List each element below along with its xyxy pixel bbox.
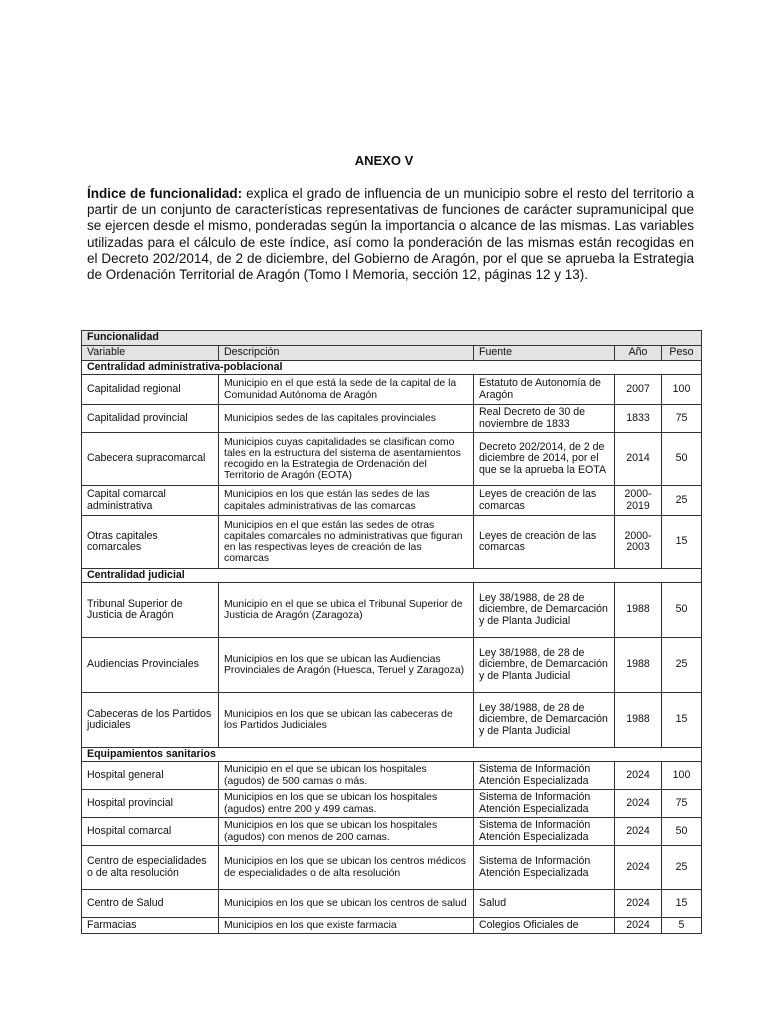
cell-descripcion: Municipios en los que se ubican los hospitales (agudos) entre 200 y 499 camas. (219, 790, 474, 818)
cell-variable: Tribunal Superior de Justicia de Aragón (82, 583, 219, 638)
cell-anio: 2024 (615, 890, 662, 918)
cell-descripcion: Municipios cuyas capitalidades se clasifican como tales en la estructura del sistema de asentamientos recogido en la Estrategia de Ordenación del Territorio de Aragón (EOTA) (219, 433, 474, 486)
cell-anio: 2024 (615, 762, 662, 790)
table-row (82, 583, 702, 638)
header-fuente: Fuente (474, 346, 615, 361)
cell-anio: 2024 (615, 790, 662, 818)
cell-fuente: Leyes de creación de las comarcas (474, 486, 615, 516)
table-row (82, 405, 702, 433)
table-row (82, 890, 702, 918)
table-row (82, 486, 702, 516)
cell-fuente: Leyes de creación de las comarcas (474, 516, 615, 569)
table-row (82, 846, 702, 890)
header-peso: Peso (662, 346, 702, 361)
header-anio: Año (615, 346, 662, 361)
cell-variable: Hospital general (82, 762, 219, 790)
cell-fuente: Ley 38/1988, de 28 de diciembre, de Demarcación y de Planta Judicial (474, 583, 615, 638)
cell-peso: 75 (662, 405, 702, 433)
cell-anio: 1988 (615, 583, 662, 638)
cell-descripcion: Municipios en los que existe farmacia (219, 918, 474, 934)
cell-peso: 15 (662, 890, 702, 918)
section-row (82, 361, 702, 375)
cell-anio: 2024 (615, 918, 662, 934)
cell-fuente: Decreto 202/2014, de 2 de diciembre de 2014, por el que se la aprueba la EOTA (474, 433, 615, 486)
cell-variable: Capitalidad regional (82, 375, 219, 405)
cell-anio: 2000-2003 (615, 516, 662, 569)
section-title: Equipamientos sanitarios (82, 748, 702, 762)
cell-anio: 2024 (615, 818, 662, 846)
cell-peso: 15 (662, 516, 702, 569)
cell-peso: 5 (662, 918, 702, 934)
section-row (82, 569, 702, 583)
cell-peso: 50 (662, 433, 702, 486)
intro-paragraph (87, 186, 694, 283)
table-title: Funcionalidad (82, 331, 702, 346)
table-row (82, 638, 702, 693)
intro-text: explica el grado de influencia de un municipio sobre el resto del territorio a partir de un conjunto de características representativas de funciones de carácter supramunicipal que se ejercen desde el mismo, ponderadas según la importancia o alcance de las mismas. Las variables utilizadas para el cálculo de este índice, así como la ponderación de las mismas están recogidas en el Decreto 202/2014, de 2 de diciembre, del Gobierno de Aragón, por el que se aprueba la Estrategia de Ordenación Territorial de Aragón (Tomo I Memoria, sección 12, páginas 12 y 13). (87, 186, 694, 283)
table-row (82, 790, 702, 818)
cell-descripcion: Municipios en los que se ubican las Audiencias Provinciales de Aragón (Huesca, Teruel y Zaragoza) (219, 638, 474, 693)
cell-descripcion: Municipios sedes de las capitales provinciales (219, 405, 474, 433)
table-row (82, 693, 702, 748)
cell-descripcion: Municipio en el que está la sede de la capital de la Comunidad Autónoma de Aragón (219, 375, 474, 405)
cell-anio: 1988 (615, 693, 662, 748)
table-row (82, 762, 702, 790)
cell-fuente: Sistema de Información Atención Especializada (474, 790, 615, 818)
cell-descripcion: Municipio en el que se ubica el Tribunal Superior de Justicia de Aragón (Zaragoza) (219, 583, 474, 638)
table-title-row (82, 331, 702, 346)
cell-variable: Hospital comarcal (82, 818, 219, 846)
cell-descripcion: Municipios en los que se ubican las cabeceras de los Partidos Judiciales (219, 693, 474, 748)
cell-anio: 1988 (615, 638, 662, 693)
cell-anio: 2007 (615, 375, 662, 405)
cell-variable: Audiencias Provinciales (82, 638, 219, 693)
cell-anio: 1833 (615, 405, 662, 433)
table-row (82, 918, 702, 934)
cell-peso: 25 (662, 638, 702, 693)
cell-variable: Centro de Salud (82, 890, 219, 918)
cell-variable: Farmacias (82, 918, 219, 934)
cell-peso: 75 (662, 790, 702, 818)
cell-descripcion: Municipios en los que están las sedes de las capitales administrativas de las comarcas (219, 486, 474, 516)
table-row (82, 516, 702, 569)
header-variable: Variable (82, 346, 219, 361)
cell-peso: 25 (662, 846, 702, 890)
intro-term: Índice de funcionalidad: (87, 186, 243, 201)
cell-anio: 2000-2019 (615, 486, 662, 516)
section-title: Centralidad administrativa-poblacional (82, 361, 702, 375)
cell-peso: 100 (662, 762, 702, 790)
cell-anio: 2014 (615, 433, 662, 486)
annex-heading: ANEXO V (354, 153, 414, 168)
cell-fuente: Salud (474, 890, 615, 918)
table-header-row (82, 346, 702, 361)
cell-peso: 50 (662, 818, 702, 846)
cell-fuente: Sistema de Información Atención Especializada (474, 762, 615, 790)
cell-variable: Otras capitales comarcales (82, 516, 219, 569)
cell-variable: Capital comarcal administrativa (82, 486, 219, 516)
cell-fuente: Colegios Oficiales de (474, 918, 615, 934)
cell-variable: Centro de especialidades o de alta resolución (82, 846, 219, 890)
cell-descripcion: Municipios en los que se ubican los hospitales (agudos) con menos de 200 camas. (219, 818, 474, 846)
table-row (82, 375, 702, 405)
cell-peso: 15 (662, 693, 702, 748)
cell-variable: Cabeceras de los Partidos judiciales (82, 693, 219, 748)
section-title: Centralidad judicial (82, 569, 702, 583)
cell-descripcion: Municipios en los que se ubican los centros médicos de especialidades o de alta resolución (219, 846, 474, 890)
table-row (82, 818, 702, 846)
cell-anio: 2024 (615, 846, 662, 890)
cell-descripcion: Municipios en el que están las sedes de otras capitales comarcales no administrativas que figuran en las respectivas leyes de creación de las comarcas (219, 516, 474, 569)
section-row (82, 748, 702, 762)
cell-peso: 50 (662, 583, 702, 638)
cell-peso: 25 (662, 486, 702, 516)
cell-variable: Capitalidad provincial (82, 405, 219, 433)
functionality-table (81, 330, 702, 934)
cell-descripcion: Municipio en el que se ubican los hospitales (agudos) de 500 camas o más. (219, 762, 474, 790)
cell-fuente: Sistema de Información Atención Especializada (474, 818, 615, 846)
cell-fuente: Sistema de Información Atención Especializada (474, 846, 615, 890)
cell-fuente: Estatuto de Autonomía de Aragón (474, 375, 615, 405)
cell-fuente: Ley 38/1988, de 28 de diciembre, de Demarcación y de Planta Judicial (474, 638, 615, 693)
table-row (82, 433, 702, 486)
cell-variable: Cabecera supracomarcal (82, 433, 219, 486)
cell-fuente: Ley 38/1988, de 28 de diciembre, de Demarcación y de Planta Judicial (474, 693, 615, 748)
cell-fuente: Real Decreto de 30 de noviembre de 1833 (474, 405, 615, 433)
cell-variable: Hospital provincial (82, 790, 219, 818)
cell-peso: 100 (662, 375, 702, 405)
header-descripcion: Descripción (219, 346, 474, 361)
cell-descripcion: Municipios en los que se ubican los centros de salud (219, 890, 474, 918)
